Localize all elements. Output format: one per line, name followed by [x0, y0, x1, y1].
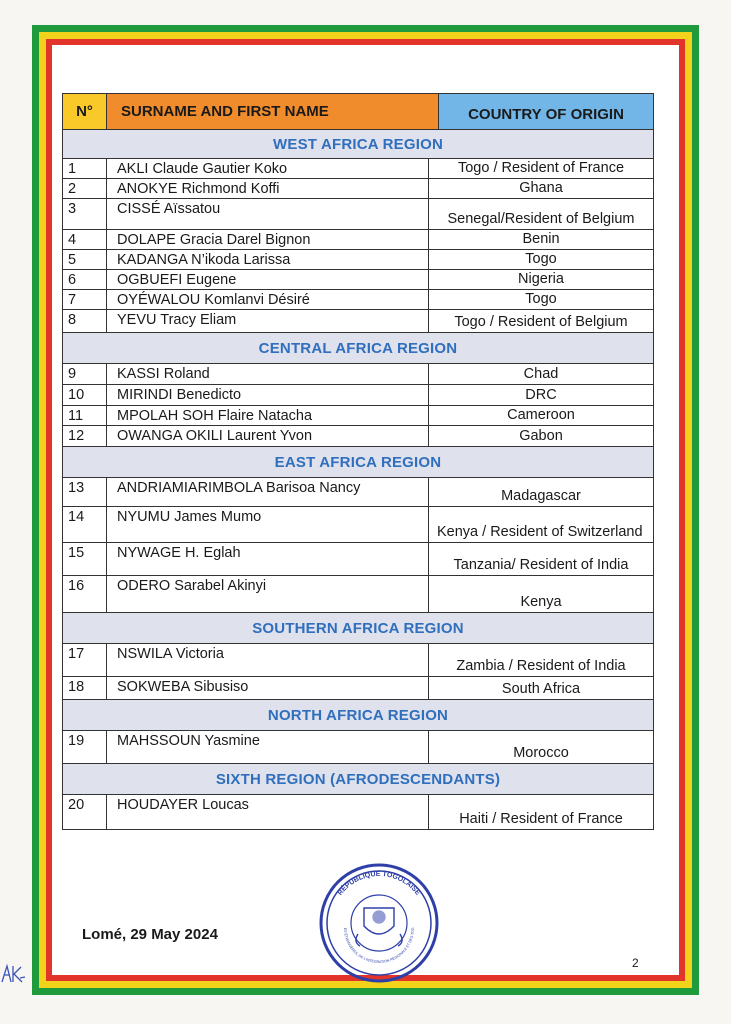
- row-number: 13: [63, 478, 107, 506]
- row-name: OWANGA OKILI Laurent Yvon: [107, 426, 429, 446]
- row-country: Togo: [525, 251, 557, 267]
- table-row: [63, 406, 653, 426]
- row-country: Kenya: [520, 594, 562, 610]
- row-number: 15: [63, 543, 107, 575]
- row-number: 20: [63, 795, 107, 829]
- row-number: 9: [63, 364, 107, 384]
- participants-table: [62, 93, 654, 830]
- row-name: DOLAPE Gracia Darel Bignon: [107, 230, 429, 249]
- table-row: [63, 385, 653, 406]
- row-country: Tanzania/ Resident of India: [453, 557, 629, 573]
- table-row: [63, 250, 653, 270]
- row-country: Morocco: [513, 745, 569, 761]
- header-number: N°: [63, 94, 107, 129]
- row-name: MPOLAH SOH Flaire Natacha: [107, 406, 429, 425]
- row-name: KADANGA N’ikoda Larissa: [107, 250, 429, 269]
- row-country: Haiti / Resident of France: [459, 811, 623, 827]
- region-heading: CENTRAL AFRICA REGION: [63, 333, 653, 364]
- table-row: [63, 199, 653, 230]
- row-country: Benin: [522, 231, 560, 247]
- row-country: Kenya / Resident of Switzerland: [437, 524, 643, 540]
- region-heading: SIXTH REGION (AFRODESCENDANTS): [63, 764, 653, 795]
- row-name: KASSI Roland: [107, 364, 429, 384]
- row-number: 19: [63, 731, 107, 763]
- row-number: 4: [63, 230, 107, 249]
- row-number: 16: [63, 576, 107, 612]
- row-country: South Africa: [501, 681, 581, 697]
- table-row: [63, 644, 653, 677]
- ministry-seal: [318, 862, 440, 984]
- row-number: 5: [63, 250, 107, 269]
- row-number: 8: [63, 310, 107, 332]
- row-name: MAHSSOUN Yasmine: [107, 731, 429, 763]
- row-country: Togo / Resident of France: [457, 160, 625, 176]
- row-name: CISSÉ Aïssatou: [107, 199, 429, 229]
- handwritten-initials: [0, 962, 26, 986]
- table-row: [63, 677, 653, 700]
- page-number: 2: [632, 956, 639, 970]
- region-heading: SOUTHERN AFRICA REGION: [63, 613, 653, 644]
- table-row: [63, 731, 653, 764]
- row-country: Cameroon: [507, 407, 575, 423]
- table-row: [63, 426, 653, 447]
- region-heading: WEST AFRICA REGION: [63, 130, 653, 159]
- region-heading: NORTH AFRICA REGION: [63, 700, 653, 731]
- place-date: Lomé, 29 May 2024: [82, 926, 218, 943]
- header-name: SURNAME AND FIRST NAME: [107, 94, 439, 129]
- table-body: [63, 130, 653, 829]
- seal-inner-text: ES ÉTRANGÈRES, DE L'INTÉGRATION RÉGIONALE ET DES TOG: [342, 927, 416, 965]
- row-country: Togo: [525, 291, 557, 307]
- row-number: 2: [63, 179, 107, 198]
- row-name: ODERO Sarabel Akinyi: [107, 576, 429, 612]
- table-row: [63, 543, 653, 576]
- row-number: 10: [63, 385, 107, 405]
- table-row: [63, 270, 653, 290]
- table-row: [63, 507, 653, 543]
- table-row: [63, 364, 653, 385]
- table-row: [63, 230, 653, 250]
- table-header: [63, 94, 653, 130]
- row-country: Senegal/Resident of Belgium: [447, 211, 635, 227]
- table-row: [63, 310, 653, 333]
- row-number: 7: [63, 290, 107, 309]
- seal-emblem-icon: [356, 908, 402, 946]
- row-country: Zambia / Resident of India: [456, 658, 626, 674]
- row-country: Ghana: [519, 180, 563, 196]
- header-country: COUNTRY OF ORIGIN: [439, 94, 653, 129]
- row-number: 12: [63, 426, 107, 446]
- row-name: NYUMU James Mumo: [107, 507, 429, 542]
- row-country: Madagascar: [501, 488, 581, 504]
- row-name: ANDRIAMIARIMBOLA Barisoa Nancy: [107, 478, 429, 506]
- region-heading: EAST AFRICA REGION: [63, 447, 653, 478]
- row-number: 3: [63, 199, 107, 229]
- row-name: OGBUEFI Eugene: [107, 270, 429, 289]
- row-name: NYWAGE H. Eglah: [107, 543, 429, 575]
- seal-outer-text: RÉPUBLIQUE TOGOLAISE: [336, 870, 422, 897]
- table-row: [63, 576, 653, 613]
- row-country: Nigeria: [518, 271, 564, 287]
- row-country: Gabon: [519, 428, 563, 444]
- table-row: [63, 290, 653, 310]
- row-number: 18: [63, 677, 107, 699]
- row-number: 17: [63, 644, 107, 676]
- row-number: 14: [63, 507, 107, 542]
- row-name: SOKWEBA Sibusiso: [107, 677, 429, 699]
- table-row: [63, 159, 653, 179]
- row-number: 6: [63, 270, 107, 289]
- table-row: [63, 478, 653, 507]
- row-name: OYÉWALOU Komlanvi Désiré: [107, 290, 429, 309]
- row-name: NSWILA Victoria: [107, 644, 429, 676]
- row-name: MIRINDI Benedicto: [107, 385, 429, 405]
- row-name: ANOKYE Richmond Koffi: [107, 179, 429, 198]
- table-row: [63, 795, 653, 829]
- row-name: AKLI Claude Gautier Koko: [107, 159, 429, 178]
- row-country: Togo / Resident of Belgium: [454, 314, 628, 330]
- row-name: YEVU Tracy Eliam: [107, 310, 429, 332]
- row-number: 11: [63, 406, 107, 425]
- table-row: [63, 179, 653, 199]
- row-country: Chad: [523, 366, 559, 382]
- row-number: 1: [63, 159, 107, 178]
- row-country: DRC: [525, 387, 557, 403]
- row-name: HOUDAYER Loucas: [107, 795, 429, 829]
